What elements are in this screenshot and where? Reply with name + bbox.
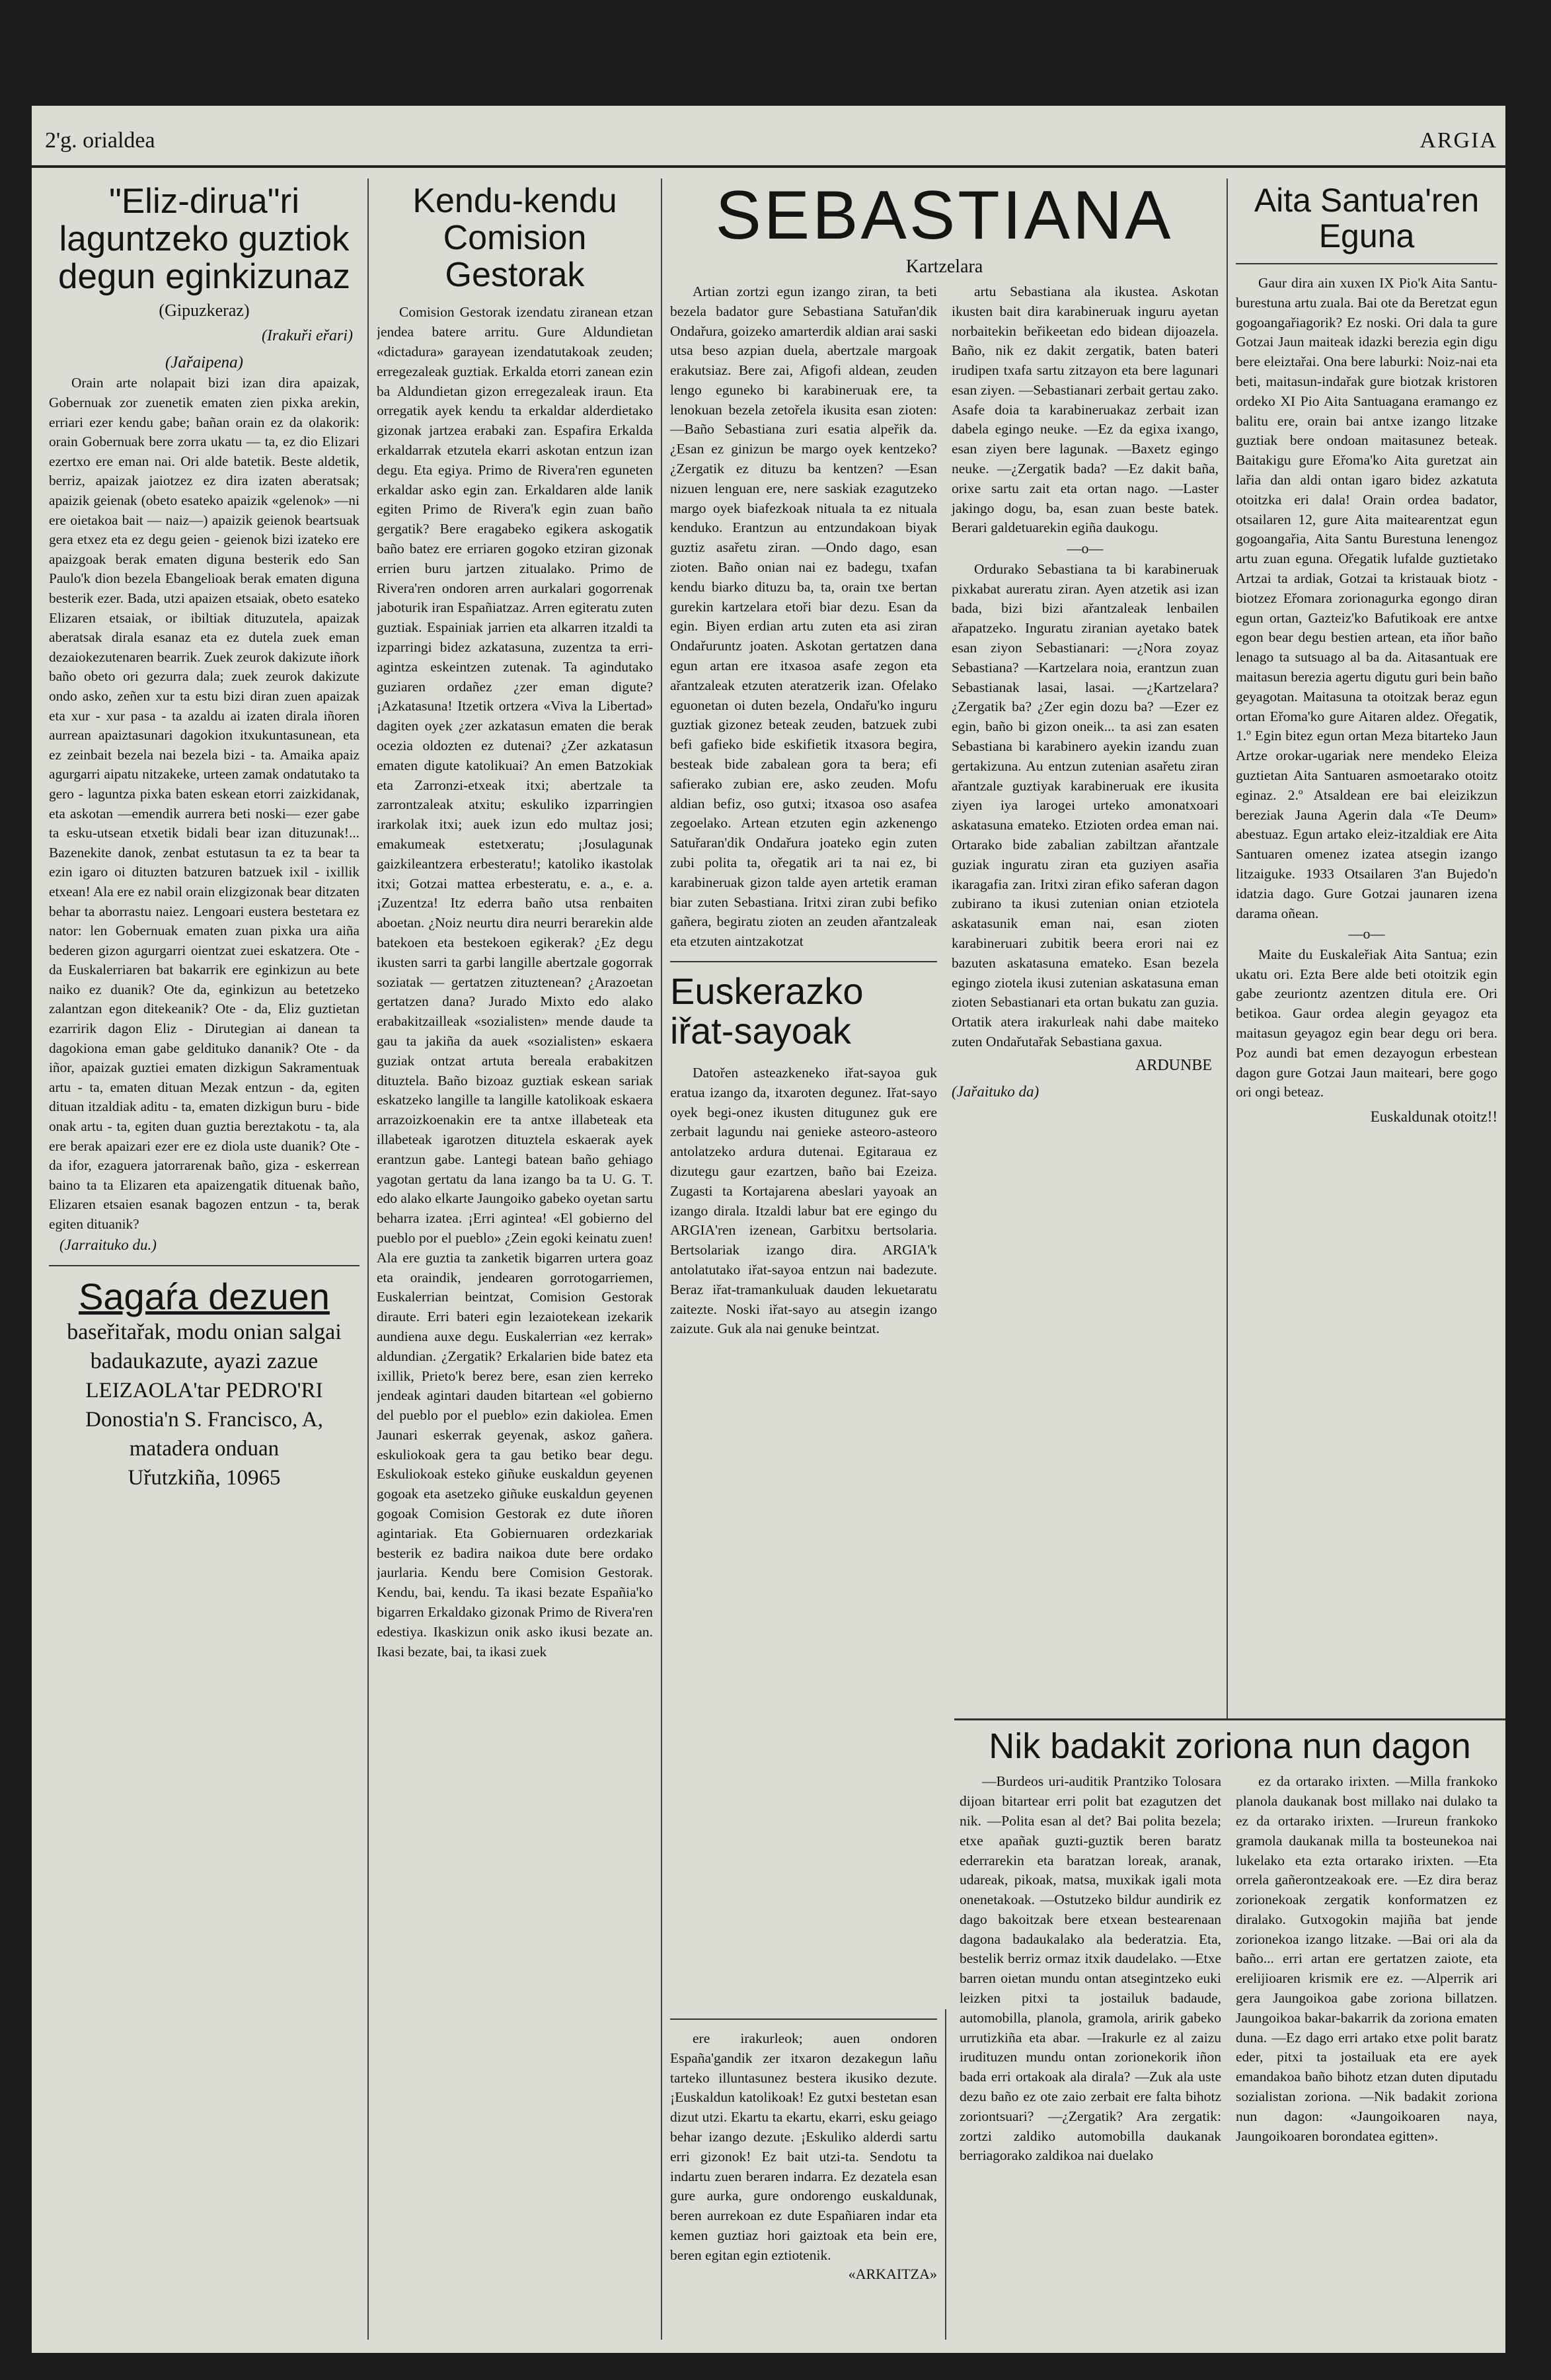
article-continuation [670,2009,937,2340]
article-title-kendu-kendu: Kendu-kendu Comision Gestorak [412,182,617,295]
ad-address: Donostia'n S. Francisco, A, matadera onduan [85,1408,323,1461]
article-title-nik-badakit: Nik badakit zoriona nun dagon [989,1726,1471,1766]
divider [49,1265,359,1266]
page-header [32,124,1505,168]
aita-santua-body-2: Maite du Euskaleřiak Aita Santua; ezin ukatu ori. Ezta Bere alde beti otoitzik egin gabe zeuriontz azentzen ditula ere. Ori betikoa. Gaur ordea alegin geyagoz eta maitasun geyagoz egin bear degu ori bera. Poz aundi bat emen dezayogun erbestean dagon gure Gotzai Jaun maiteari, bere gogo ori ongi beteaz. [1236,946,1497,1100]
column-kendu-kendu [377,178,653,2340]
article-title-eliz-dirua: "Eliz-dirua"ri laguntzeko guztiok degun eginkizunaz [57,182,350,297]
article-author: (Irakuři eřari) [262,327,353,345]
nik-badakit-body-right: ez da ortarako irixten. —Milla frankoko planola daukanak bost millako nai dulako ta ez da ortarako irixten. —Irureun frankoko gramola daukanak milla ta bosteunekoa nai lukelako eta ezta ortarako irixten. —Eta orrela gañerontzeakoak ere. —Ez dira beraz zorionekoak zergatik konformatzen ez diralako. Gutxogokin majiña bat jende zorionekoa izango litzake. —Bai ori ala da baño... erri artan ere gertatzen zaiote, eta erelijioaren krismik ere ez. —Alperrik ari gera Jaungoikoa gabe zoriona billatzen. Jaungoikoa bakar-bakarrik da zoriona ematen duna. —Ez dago erri artako etxe polit baratz eder, pitxi ta jostailuak eta ere ayek emandakoa baño bihotz etzan duten diputadu sozialistan zoriona. —Nik badakit zoriona nun dagon: «Jaungoikoaren naya, Jaungoikoaren borondatea egitten». [1236,1773,1497,2144]
article-title-sebastiana: SEBASTIANA [715,178,1174,254]
article-signature: ARDUNBE [1135,1056,1212,1074]
euskerazko-body: Datořen asteazkeneko iřat-sayoa guk eratua izango da, itxaroten degunez. Iřat-sayo oyek begi-onez ikusten ditugunez guk ere zerbait lagundu nai genieke asteoro-asteoro antolatzeko ardura dutenai. Egitaraua ez dizutegu gaur ezartzen, baño bai Ezeiza. Zugasti ta Kortajarena abeslari yayoak an izango dirala. Itzaldi labur bat ere egingo du ARGIA'ren izenean, Garbitxu bertsolaria. Bertsolariak izango dira. ARGIA'k antolatutako iřat-sayoa entzun nai badezute. Beraz iřat-tramankuluak dauden lekuetaratu zaitezte. Noski iřat-sayo au atsegin izango zaizute. Guk ala nai genuke beintzat. [670,1064,937,1337]
continued-label: (Jařaituko da) [952,1083,1040,1100]
ad-contact: LEIZAOLA'tar PEDRO'RI [85,1379,323,1403]
divider [670,2018,937,2020]
continuation-body: ere irakurleok; auen ondoren España'gandik zer itxaron dezakegun lañu tarteko illuntasunez bestera ikusiko dezute. ¡Euskaldun katolikoak! Ez gutxi bestetan esan dizut utzi. Ekartu ta ekartu, ekarri, esku geiago behar izango dezute. ¡Eskuliko alderdi sartu erri gizonok! Ez bait utzi-ta. Sendotu ta indartu zuen beraren indarra. Ez dezatela esan gure aurka, gure ondorengo euskaldunak, beren aurrekoan ez dute Españiaren indar eta kemen guztiaz hori gaiztoak eta bein ere, beren egitan egin eztiotenik. [670,2030,937,2263]
article-signature: «ARKAITZA» [848,2265,937,2282]
page-number-label: 2'g. orialdea [45,128,155,153]
section-divider: —o— [1348,925,1385,942]
column-rule [945,2009,946,2340]
divider [670,961,937,962]
article-nik-badakit [954,1718,1505,2340]
ad-title: Sagaŕa dezuen [79,1276,330,1318]
article-title-euskerazko: Euskerazko iřat-sayoak [670,970,864,1052]
sebastiana-body-right-2: Ordurako Sebastiana ta bi karabineruak pixkabat aureratu ziran. Ayen atzetik asi izan bada, bizi bizi ařantzaleak lenbailen ařapatzeko. Inguratu ziranian ayetako batek esan ziyon Sebastianari: —¿Nora zoyaz Sebastiana? —Kartzelara noia, erantzun zuan Sebastianak lasai, lasai. —¿Kartzelara? ¿Zergatik ba? ¿Zer egin dozu ba? —Ezer ez egin, baño bi gizon oneik... ta asi zan esaten Sebastiana bi karabinero ayekin izandu zuan gertakizuna. Au entzun zutenian asařetu ziran ařantzale guztiyak karabineruak ere ikusita ziyen iya larogei urteko amonatxoari askatasuna emateko. Etzioten ordea eman nai. Ortarako bide zabalian zabiltzan ařantzale guziak inguratu ziran eta guziyen asařia ikaragafia zan. Iritxi ziran efiko saferan dagon zubirano ta ikusi zutenian onian etziotela askatasunik eman nai, esan zioten karabineruari zubitik beera erori nai ez bazuten askatasuna emateko. Esan bezela egingo ziotela ikusi zutenian askatasuna eman zioten Sebastianari eta ortan bukatu zan guzia. Ortatik atera irakurleak nahi dabe maiteko zuten Ondařutařak Sebastiana gaxua. [952,560,1219,1050]
sebastiana-body-left: Artian zortzi egun izango ziran, ta beti bezela badator gure Sebastiana Satuřan'dik Ondařura, goizeko amarterdik aldian arai saski utsa beso azpian duela, abertzale margoak erakutsiaz. Bere zai, Afigofi aldean, zeuden lengo eguneko bi karabineruak ere, ta lenokuan bezela zetořela ikusita esan zioten: —Baño Sebastiana zuri esatia alpeřik da. ¿Esan ez ginizun be margo oyek kentzeko? ¿Zergatik ez dituzu ba kentzen? —Esan nizuen lenguan ere, nere saskiak ezagutzeko margo oyek biafezkoak nituala ta ez nituala kenduko. Erantzun au entzundakoan biyak guztiz asařetu ziran. —Ondo dago, esan zioten. Baño onian nai ez badegu, txafan kendu biarko dituzu ba, ta, orain txe bertan gurekin kartzelara etoři biar dezu. Esan da egin. Biyen erdian artu zuten eta asi ziran Ondařuruntz joaten. Askotan gertatzen dana egun artan ere itxasoa asafe zegon eta ařantzaleak etzuten ateratzerik izan. Ofelako eguonetan oi duten bezela, Ondařu'ko inguru guztiak gizonez beteak zeuden, batzuek zubi befi gafieko bide eskifietik itxasora begira, besteak bide zabalean gora ta bera; efi safierako zubian ere, asko zeuden. Mofu aldian befiz, oso gutxi; itxasoa oso asafea zegoelako. Artean etzuten egin azkenengo Satuřaran'dik Ondařura joateko egin zuten zubi polita ta, ořegatik ari ta nai ez, bi karabineruak gizon talde ayen artetik eraman biar zuten Sebastiana. Iritxi ziran zubi befiko gañera, begiratu zioten an zeuden ařantzaleak eta etzuten aintzakotzat [670,283,937,950]
divider [1236,263,1497,264]
aita-santua-body: Gaur dira ain xuxen IX Pio'k Aita Santu-burestuna artu zuala. Bai ote da Beretzat egun gogoangařiagorik? Ez noski. Ori dala ta gure Gotzai Jaun maiteak idazki berezia egin digu bere eleiztařai. Ona bere laburki: Noiz-nai eta beti, maitasun-indařak gure biotzak kristoren ordeko XI Pio Aita Santuagana eramango ez balitu ere, orain bai antxe izango litzake guztiak bere ondoan maitasunez beteak. Baitakigu gure Eřoma'ko Aita guretzat ain lařia dan aldi ontan igaro bidez azkatuta otoitzka eri dala! Orain ordea badator, otsailaren 12, gure Aita maitearentzat egun gogoangařia, Aita Santu Burestuna lenengoz artu zuan eguna. Ořegatik lufalde guztietako Artzai ta ardiak, Gotzai ta kristauak biotz - biotzez Eřomara zorionagurka egongo diran egun ortan, Gazteiz'ko Bafutikoak ere antxe egon bear degu bestien artean, eta iňor baño lenago ta sutsuago al ba da. Aitasantuak ere maitasun berezia agertu digutu guri bein baño geyagotan. Maitasuna ta otoitzak beraz egun ortan Eřoma'ko gure Aitaren aldez. Ořegatik, 1.º Egin bitez egun ortan Meza bitarteko Jaun Artze orokar-ugariak nere mendeko Eleiza guztietan Aita Santuaren asmoetarako otoitz eginaz. 2.º Atsaldean ere bai eleizikzun bereziak Jauna Agerin dala «Te Deum» abestuaz. Egun artako eleiz-itzaldiak ere Aita Santuaren omenez izatea atsegin izango litzaiguke. 1933 Otsailaren 3'an Bujedo'n idatzia dago. Gure Gotzai jaunaren izena darama oñean. [1236,275,1497,921]
continued-label: (Jarraituko du.) [59,1236,157,1253]
column-eliz-dirua [49,178,359,2340]
divider [954,1718,1505,1720]
article-body: Comision Gestorak izendatu ziranean etzan jendea batere arritu. Gure Aldundietan «dictadura» garayean izendatutakoak zeuden; erregezaleak guztiak. Erkalda etorri zanean ezin ba Aldundietan gizon erregezaleak iraun. Eta orregatik ayek kendu ta erkaldar alderdietako gizonak jartzea erabaki zan. Espafira Erkalda erkaldarrak etzutela ekarri askotan entzun izan degu. Eta egiya. Primo de Rivera'ren eguneten erkaldar asko egin zan. Erkaldaren alde lanik egiten Primo de Rivera'k egin zuan baño gergatik? Bere eragabeko egikera askogatik baño batez ere erriaren gogoko etziran gizonak errien buru jartzen zitualako. Primo de Rivera'ren ondoren arren aurkalari gogorrenak jaboturik iran Españiatzaz. Arren egiteratu zuten guztiak. Espainiak jarrien eta alkarren itzaldi ta izparringi bidez azkatasuna, zuzentza ta erri-agintza eskeintzen zutenak. Ta agindutako guziaren ordañez ¿zer eman digute? ¡Azkatasuna! Itzetik ortzera «Viva la Libertad» dagiten oyek ¿zer azkatasun ematen die berak ocezia oldozten ez dutenai? ¿Zer azkatasun ematen digute katolikuai? An emen Batzokiak eta Zarronzi-etxeak itxi; abertzale ta zarrontzaleak atxitu; eskuliko izparringien irarkolak itxi; auek izun edo multaz josi; emakumeak estetxeratu; ¡Josulagunak gaizkileantzera erbesteratu!; katoliko ikastolak itxi; Gotzai mattea erbesteratu, e. a., e. a. ¡Zuzentza! Itz ederra baño utsa renbaiten aboetan. ¿Noiz neurtu dira neurri berarekin alde batekoen eta bestekoen egikerak? ¿Ez degu ikusten sarri ta garbi langille abertzale gogorrak soziatak — gertatzen zituztenean? ¿Arazoetan gertatzen dana? Jurado Mixto edo alako erabakitzailleak «sozialisten» mende daude ta gau ta jakiña da auek «sozialisten» eskaera guziak ontzat artuta bereala erabakitzen dituztela. Baño bizoaz guztiak eskean sariak eskatzeko langille ta langille katolikoak eskaera arrazoizkoenakin ere ta antxe illabeteak eta illabeteak igarotzen dituztela eskaerak ayek erantzun gabe. Lantegi batean baño gehiago yagotan gertatu da lana izango ba ta U. G. T. edo alako elkarte Jaungoiko gabeko oyetan sartu beharra izatea. ¡Erri agintea! «El gobierno del pueblo por el pueblo» ¿Zein egoki keinatu zuen! Ala ere guztia ta zanketik bigarren urtera goaz eta oraindik, jendearen gorrotogarriemen, Euskalerrian beintzat, Comision Gestorak diraute. Erri bateri egin lezaiotekean izekarik aundiena auxe degu. Euskalerrian «ez kerrak» aldundian. ¿Zergatik? Erkalarien bide batez eta ixillik, Prieto'k berez bere, esan zien kerreko jendeak agintari dauden bitartean «el gobierno del pueblo por el pueblo» ezin dakiolea. Emen Jaunari eskerrak geyenak, askoz gañera. eskuliokoak gera ta gau betiko bear degu. Eskuliokoak esteko giñuke euskaldun geyenen gogoak eta asetzeko giñuke euskaldun geyenen gogoak Comision Gestorak ez dute iñoren agintariak. Eta Gobiernuaren ordezkariak besterik ez badira naikoa dute bere ordako jaurlaria. Kendu bere Comision Gestorak. Kendu, bai, kendu. Ta ikasi bezate Españia'ko bigarren Erkaldako gizonak Primo de Rivera'ren edestiya. Ikaskizun onik asko ikusi bezate an. Ikasi bezate, bai, ta ikasi zuek [377,304,653,1660]
column-rule [367,178,369,2340]
article-body: Orain arte nolapait bizi izan dira apaizak, Gobernuak zor zuenetik ematen zien pixka arekin, erriari ezer kendu gabe; bañan orain ez da olakorik: orain Gobernuak bere zorra ukatu — ta, ez dio Elizari ezertxo ere eman nai. Ori alde batetik. Beste aldetik, berriz, apaizak jaiotzez ez dira izaten aberatsak; apaizik geienak (obeto esateko apaizik «gelenok» —ni ere oietakoa bait — naiz—) apaizik geienok beartsuak gera etxez eta ez degu geien - geienok bizi izateko ere apaizgoak berak ematen diguna besterik edo San Paulo'k dion bezela Ebangelioak berak ematen diguna besterik ezer. Bada, utzi apaizen etsaiak, obeto esateko Elizaren etsaiak, or ibiltiak dituzutela, apaizak aberatsak dirala esanaz eta ez dutela zuek eman dezaiokezutenaren bearrik. Zuek zeurok dakizute iñork baño obeto ori gezurra dala; zuek zeurok dakizute ondo asko, zeñen xur ta estu bizi diran zuen apaizak eta xur - xur pasa - ta azaldu ai izaten dirala iñoren aurrean apaiztasunari dagokion itxukuntasunean, eta ez zeinbait bezela nai bezela bizi - ta. Amaika apaiz agurgarri aipatu nitzakeke, urteen zamak ondatutako ta gero - laguntza pixka baten eskean etorri zaizkidanak, eta askotan —emendik aurrera beti noski— ezer gabe ta esku-utsean etxetik bidali bear izan dituzunak!... Bazenekite danok, zenbat estutasun ta ez ta bear ta ezin igaro oi dituzten batzuren batzuek ixil - ixillik etxean! Ala ere ez nabil orain elizgizonak bear ditzaten behar ta aborrastu naiez. Lengoari eustera bestetara ez nator: len Gobernuak ematen zuan pixka ura aiña bederen gizon agurgarri oientzat zuei eskatzera. Ote - da Euskalerriaren bat bakarrik ere eginkizun au bete naiko ez duanik? Ote da, eginkizun au betetzeko zalantzan egon ditekeanik? Ote - da, Eliz guztietan ezarririk dagon Eliz - Dirutegian ai danean ta dagokiona eman gabe geldituko dananik? Ote - da iñor, apaizak guztiei ematen dizkigun Sakramentuak artu - ta, ematen dituan Mezak entzun - da, egiten dituan itzaldiak aditu - ta, ematen dizkigun buru - bide onak artu - ta, egiten duan guztia bereztakotu - ta, ala ere berak apaizari ezer ere ez diola uste duanik? Ote - da ifor, ezaguera jatorrarenak baño, giza - eskerrean baino ta ta Elizaren eta apaizengatik dituenak baño, Elizaren etsaien esanak bagozen entzun - ta, berak egiten dituanik? [49,375,359,1233]
article-section-label: Kartzelara [905,256,983,278]
newspaper-page [32,106,1505,2353]
continued-from-label: (Jařaipena) [165,353,244,371]
column-rule [661,178,662,2340]
section-divider: —o— [1067,540,1104,557]
ad-body: baseřitařak, modu onian salgai badaukazute, ayazi zazue [67,1320,342,1374]
article-title-aita-santua: Aita Santua'ren Eguna [1254,182,1480,254]
article-subtitle: (Gipuzkeraz) [159,300,250,320]
closing-line: Euskaldunak otoitz!! [1370,1108,1497,1126]
ad-phone: Uřutzkiña, 10965 [128,1466,281,1490]
sebastiana-body-right: artu Sebastiana ala ikustea. Askotan ikusten bait dira karabineruak inguru ayetan norbaitekin beřikeetan edo bidean dijoazela. Baño, nik ez dakit zergatik, baten bateri irudipen txafa sartu zitzayon eta bere lagunari esan ziyen. —Sebastianari zerbait gertau zako. Asafe doia ta karabineruakaz zerbait izan dabela egingo neuke. —Ez da egixa ixango, esan ziyen bere lagunak. —Baxetz egingo neuke. —¿Zergatik bada? —Ez dakit baña, orixe sartu zait eta ortan nago. —Laster jakingo dogu, ba, esan zuan beste batek. Berari galdetuarekin egiña daukogu. [952,283,1219,536]
journal-name: ARGIA [1419,128,1497,153]
nik-badakit-body-left: —Burdeos uri-auditik Prantziko Tolosara dijoan bitartear erri polit bat ezagutzen det nik. —Polita esan al det? Bai polita bezela; etxe apañak guzti-guztik beren baratz ederrarekin eta baratzan loreak, aranak, udareak, pikoak, matsa, muxikak igali mota onenetakoak. —Ostutzeko bildur aundirik ez dago bakoitzak bere etxean bestearenaan dagona badaukalako ala bederatzia. Eta, bestelik berriz ormaz itxik daudelako. —Etxe barren oietan mundu ontan atsegintzeko euki leizken pitxi ta jostailuk badaude, automobilla, planola, gramola, aririk gabeko urrutizkiña eta abar. —Irakurle ez al zaizu irudituzen mundu ontan zorionekorik iñon bada erri ortakoak ala dirala? —Zuk ala uste dezu baño ez ote zaio zerbait ere falta bihotz zoriontsuari? —¿Zergatik? Ara zergatik: zortzi zaldiko automobilla daukanak berriagorako zaldikoa nai duelako [960,1773,1221,2164]
